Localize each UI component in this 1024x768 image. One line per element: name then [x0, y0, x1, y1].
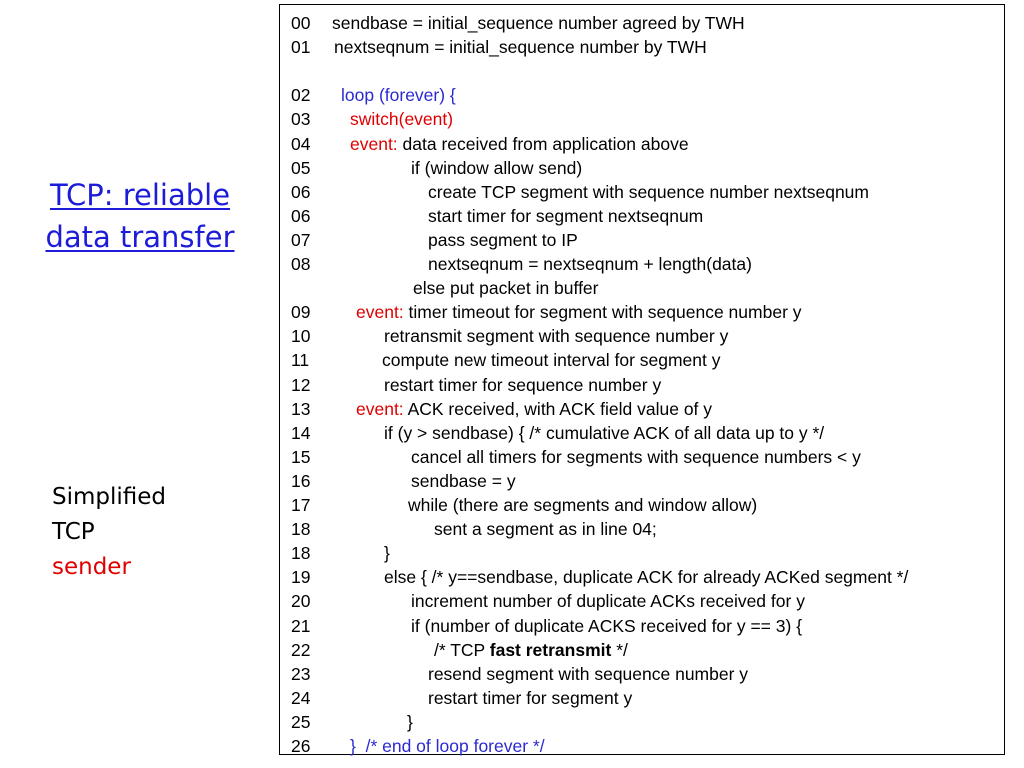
line-text — [407, 710, 413, 734]
line-number: 18 — [291, 519, 311, 540]
line-number: 25 — [291, 711, 311, 732]
line-text — [384, 324, 728, 348]
line-text — [356, 300, 802, 324]
line-number: 13 — [291, 398, 311, 419]
line-text — [434, 517, 657, 541]
subtitle-line-3: sender — [52, 554, 131, 580]
line-text — [428, 228, 578, 252]
line-number: 01 — [291, 37, 311, 58]
line-text — [428, 686, 632, 710]
code-text: sendbase = initial_sequence number agreed by TWH — [332, 13, 745, 33]
code-text: } — [407, 711, 413, 732]
line-number: 07 — [291, 229, 311, 250]
line-number: 06 — [291, 181, 311, 202]
code-text: increment number of duplicate ACKs received for y — [411, 591, 805, 612]
code-text: else put packet in buffer — [413, 278, 599, 299]
line-text — [382, 348, 721, 372]
line-text — [356, 397, 712, 421]
line-text — [411, 469, 516, 493]
line-number: 20 — [291, 591, 311, 612]
line-text — [428, 662, 748, 686]
line-number: 00 — [291, 13, 311, 33]
line-text — [350, 132, 689, 156]
code-text: compute new timeout interval for segment y — [382, 350, 721, 371]
line-number: 14 — [291, 422, 311, 443]
line-number: 11 — [291, 350, 310, 371]
code-text: else { /* y==sendbase, duplicate ACK for already ACKed segment */ — [384, 567, 909, 588]
code-text: nextseqnum = nextseqnum + length(data) — [428, 254, 752, 274]
subtitle-line-1: Simplified — [52, 484, 167, 510]
code-text: if (y > sendbase) { /* cumulative ACK of all data up to y */ — [384, 422, 825, 443]
code-blue-text: } — [350, 736, 366, 756]
code-text: restart timer for sequence number y — [384, 374, 662, 395]
line-text — [411, 589, 805, 613]
title-line-1: TCP: reliable — [49, 178, 231, 212]
slide-title — [18, 174, 262, 258]
line-number: 12 — [291, 374, 311, 395]
code-text: */ — [611, 639, 628, 660]
line-number: 16 — [291, 470, 311, 491]
code-text: nextseqnum = initial_sequence number by TWH — [334, 37, 707, 58]
code-text: if (window allow send) — [411, 157, 583, 178]
line-number: 23 — [291, 663, 311, 684]
code-text: timer timeout for segment with sequence number y — [408, 302, 802, 323]
title-line-2: data transfer — [45, 220, 235, 254]
code-text: sendbase = y — [411, 470, 516, 491]
line-text — [411, 156, 582, 180]
code-text: /* TCP — [434, 639, 490, 660]
code-red-text: event: — [356, 302, 409, 323]
line-number: 22 — [291, 639, 311, 660]
line-number: 02 — [291, 85, 311, 106]
subtitle-line-2: TCP — [52, 519, 95, 545]
line-text — [428, 204, 703, 228]
line-text — [384, 541, 390, 565]
line-number: 19 — [291, 567, 311, 588]
line-text — [334, 35, 707, 59]
code-text: while (there are segments and window allow) — [408, 495, 758, 515]
code-text: if (number of duplicate ACKS received for y == 3) { — [411, 615, 803, 636]
line-text — [384, 373, 661, 397]
line-number: 15 — [291, 446, 311, 467]
line-number: 04 — [291, 133, 311, 154]
line-text — [408, 493, 757, 517]
line-text — [434, 638, 628, 662]
line-text — [428, 180, 869, 204]
line-number: 09 — [291, 302, 311, 323]
code-text: cancel all timers for segments with sequence numbers < y — [411, 446, 861, 467]
line-text — [350, 107, 453, 131]
line-text — [341, 83, 456, 107]
code-text: pass segment to IP — [428, 229, 578, 250]
line-number: 10 — [291, 326, 311, 347]
line-text — [428, 252, 752, 276]
line-number: 05 — [291, 157, 311, 178]
line-number: 24 — [291, 687, 311, 708]
code-text: retransmit segment with sequence number y — [384, 326, 729, 347]
code-red-text: event: — [350, 133, 403, 154]
line-number: 03 — [291, 109, 311, 130]
line-number: 17 — [291, 495, 311, 515]
line-text — [332, 11, 745, 35]
code-text: sent a segment as in line 04; — [434, 519, 657, 540]
code-text: resend segment with sequence number y — [428, 663, 749, 684]
line-number: 06 — [291, 205, 311, 226]
line-text — [411, 445, 861, 469]
code-bold-text: fast retransmit — [489, 639, 612, 660]
code-blue-text: /* end of loop forever */ — [365, 736, 545, 756]
code-text: } — [384, 543, 390, 564]
code-text: start timer for segment nextseqnum — [428, 205, 704, 226]
code-text: create TCP segment with sequence number nextseqnum — [428, 181, 869, 202]
pseudocode-box — [279, 4, 1005, 755]
line-text — [411, 614, 802, 638]
code-text: restart timer for segment y — [428, 687, 633, 708]
code-blue-text: loop (forever) { — [341, 85, 456, 106]
line-text — [384, 421, 824, 445]
code-text: data received from application above — [402, 133, 689, 154]
line-number: 26 — [291, 736, 311, 756]
code-text: ACK received, with ACK field value of y — [407, 398, 713, 419]
line-number: 18 — [291, 543, 311, 564]
line-text — [384, 565, 908, 589]
line-number: 08 — [291, 254, 311, 274]
line-text — [413, 276, 599, 300]
code-red-text: switch(event) — [350, 109, 454, 130]
line-text — [350, 734, 545, 758]
code-red-text: event: — [356, 398, 408, 419]
slide-subtitle — [52, 480, 166, 585]
line-number: 21 — [291, 615, 311, 636]
